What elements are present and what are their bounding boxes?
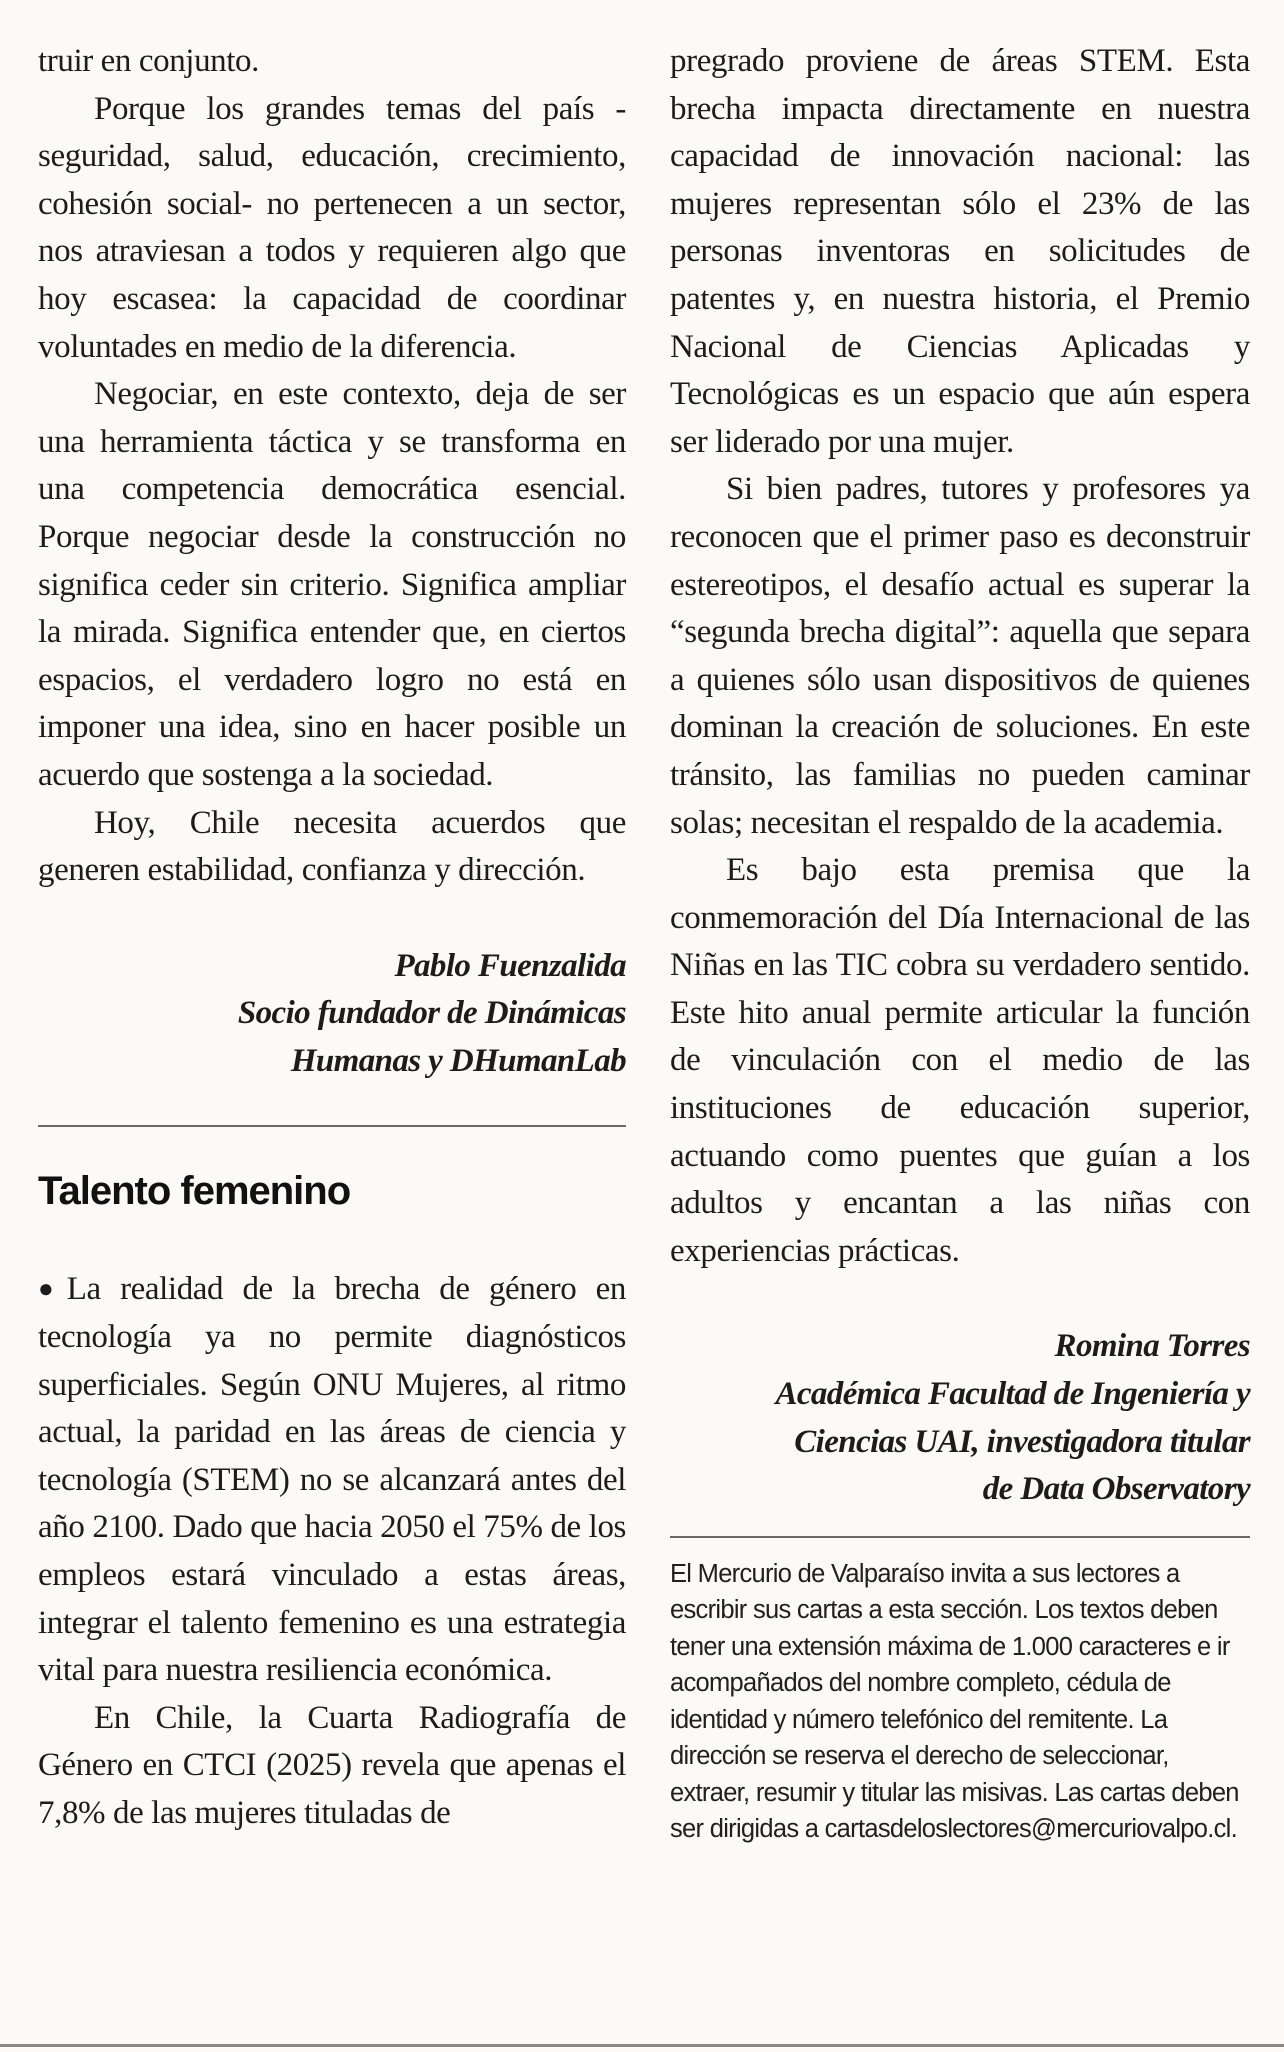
author-title: Humanas y DHumanLab bbox=[290, 1042, 626, 1079]
article-paragraph: Es bajo esta premisa que la conmemoración del Día Internacional de las Niñas en las TIC cobra su verdadero sentido. Este hito anual permite articular la función de vinculación con el medio de las instituciones de educación superior, actuando como puentes que guían a los adultos y encantan a las niñas con experiencias prácticas. bbox=[670, 852, 1250, 1269]
right-column bbox=[670, 38, 1250, 1848]
section-title: Talento femenino bbox=[38, 1169, 351, 1214]
article-paragraph: truir en conjunto. bbox=[38, 43, 259, 79]
article-paragraph: Si bien padres, tutores y profesores ya reconocen que el primer paso es deconstruir estereotipos, el desafío actual es superar la “segunda brecha digital”: aquella que separa a quienes sólo usan dispositivos de quienes dominan la creación de soluciones. En este tránsito, las familias no pueden caminar solas; necesitan el respaldo de la academia. bbox=[670, 471, 1250, 841]
author-title: Ciencias UAI, investigadora titular bbox=[794, 1423, 1250, 1460]
author-title: de Data Observatory bbox=[982, 1471, 1250, 1508]
article-paragraph: pregrado proviene de áreas STEM. Esta brecha impacta directamente en nuestra capacidad de innovación nacional: las mujeres representan sólo el 23% de las personas inventoras en solicitudes de patentes y, en nuestra historia, el Premio Nacional de Ciencias Aplicadas y Tecnológicas es un espacio que aún espera ser liderado por una mujer. bbox=[670, 43, 1250, 460]
article-paragraph: Negociar, en este contexto, deja de ser una herramienta táctica y se transforma en una competencia democrática esencial. Porque negociar desde la construcción no significa ceder sin criterio. Significa ampliar la mirada. Significa entender que, en ciertos espacios, el verdadero logro no está en imponer una idea, sino en hacer posible un acuerdo que sostenga a la sociedad. bbox=[38, 376, 626, 793]
author-title: Socio fundador de Dinámicas bbox=[237, 995, 626, 1032]
page-bottom-rule bbox=[0, 2044, 1284, 2047]
letter-text: La realidad de la brecha de género en tecnología ya no permite diagnósticos superficiales. Según ONU Mujeres, al ritmo actual, la paridad en las áreas de ciencia y tecnología (STEM) no se alcanzará antes del año 2100. Dado que hacia 2050 el 75% de los empleos estará vinculado a estas áreas, integrar el talento femenino es una estrategia vital para nuestra resiliencia económica. bbox=[38, 1271, 626, 1689]
article-paragraph: En Chile, la Cuarta Radiografía de Género en CTCI (2025) revela que apenas el 7,8% de las mujeres tituladas de bbox=[38, 1699, 626, 1831]
article-paragraph: Hoy, Chile necesita acuerdos que generen estabilidad, confianza y dirección. bbox=[38, 804, 626, 889]
article-paragraph bbox=[38, 1265, 626, 1694]
article-paragraph: Porque los grandes temas del país - seguridad, salud, educación, crecimiento, cohesión social- no pertenecen a un sector, nos atraviesan a todos y requieren algo que hoy escasea: la capacidad de coordinar voluntades en medio de la diferencia. bbox=[38, 90, 626, 365]
author-name: Romina Torres bbox=[1054, 1328, 1250, 1365]
author-name: Pablo Fuenzalida bbox=[394, 947, 626, 984]
editorial-notice: El Mercurio de Valparaíso invita a sus lectores a escribir sus cartas a esta sección. Los textos deben tener una extensión máxima de 1.000 caracteres e ir acompañados del nombre completo, cédula de identidad y número telefónico del remitente. La dirección se reserva el derecho de seleccionar, extraer, resumir y titular las misivas. Las cartas deben ser dirigidas a cartasdeloslectores@mercuriovalpo.cl. bbox=[670, 1559, 1239, 1844]
bullet-icon: ● bbox=[38, 1274, 65, 1304]
author-title: Académica Facultad de Ingeniería y bbox=[775, 1376, 1250, 1413]
left-column bbox=[38, 38, 626, 1838]
